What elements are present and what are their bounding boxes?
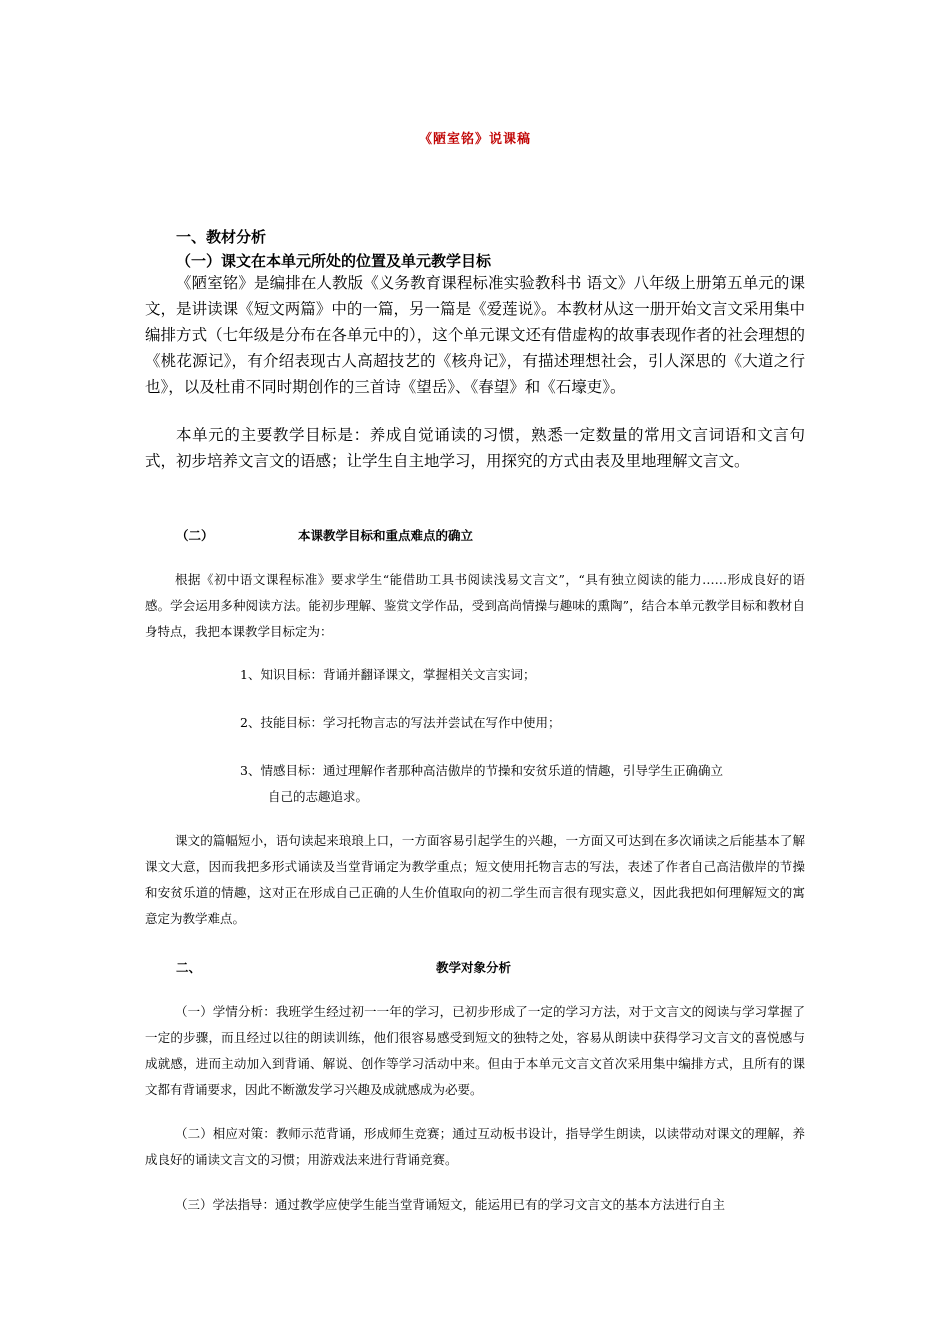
goal-emotion-line-1: 3、情感目标：通过理解作者那种高洁傲岸的节操和安贫乐道的情趣，引导学生正确确立 xyxy=(240,763,723,778)
goal-knowledge: 1、知识目标：背诵并翻译课文，掌握相关文言实词； xyxy=(240,667,536,682)
subsection-heading-2-number: （二） xyxy=(176,528,214,543)
goal-emotion-line-2: 自己的志趣追求。 xyxy=(268,789,369,804)
section-heading-2-number: 二、 xyxy=(176,960,202,975)
paragraph-learner-analysis: （一）学情分析：我班学生经过初一一年的学习，已初步形成了一定的学习方法，对于文言文的阅读与学习掌握了一定的步骤，而且经过以往的朗读训练，他们很容易感受到短文的独特之处，容易从朗读中获得学习文言文的喜悦感与成就感，进而主动加入到背诵、解说、创作等学习活动中来。但由于本单元文言文首次采用集中编排方式，且所有的课文都有背诵要求，因此不断激发学习兴趣及成就感成为必要。 xyxy=(145,1004,805,1097)
document-title: 《陋室铭》说课稿 xyxy=(418,132,531,147)
subsection-heading-1: （一）课文在本单元所处的位置及单元教学目标 xyxy=(176,252,492,270)
section-heading-2-text: 教学对象分析 xyxy=(436,960,512,975)
subsection-heading-2-text: 本课教学目标和重点难点的确立 xyxy=(298,528,474,543)
goal-emotion xyxy=(240,758,810,810)
paragraph-textbook-position: 《陋室铭》是编排在人教版《义务教育课程标准实验教科书 语文》八年级上册第五单元的课文，是讲读课《短文两篇》中的一篇，另一篇是《爱莲说》。本教材从这一册开始文言文采用集中编排方式（七年级是分布在各单元中的），这个单元课文还有借虚构的故事表现作者的社会理想的《桃花源记》，有介绍表现古人高超技艺的《核舟记》，有描述理想社会，引人深思的《大道之行也》，以及杜甫不同时期创作的三首诗《望岳》、《春望》和《石壕吏》。 xyxy=(145,274,805,396)
paragraph-unit-goals: 本单元的主要教学目标是：养成自觉诵读的习惯，熟悉一定数量的常用文言词语和文言句式，初步培养文言文的语感；让学生自主地学习，用探究的方式由表及里地理解文言文。 xyxy=(145,426,805,470)
paragraph-key-points: 课文的篇幅短小，语句读起来琅琅上口，一方面容易引起学生的兴趣，一方面又可达到在多次诵读之后能基本了解课文大意，因而我把多形式诵读及当堂背诵定为教学重点；短文使用托物言志的写法，表述了作者自己高洁傲岸的节操和安贫乐道的情趣，这对正在形成自己正确的人生价值取向的初二学生而言很有现实意义，因此我把如何理解短文的寓意定为教学难点。 xyxy=(145,833,805,926)
paragraph-countermeasures: （二）相应对策：教师示范背诵，形成师生竞赛；通过互动板书设计，指导学生朗读，以读带动对课文的理解，养成良好的诵读文言文的习惯；用游戏法来进行背诵竞赛。 xyxy=(145,1126,805,1167)
paragraph-curriculum-standard: 根据《初中语文课程标准》要求学生“能借助工具书阅读浅易文言文”，“具有独立阅读的能力……形成良好的语感。学会运用多种阅读方法。能初步理解、鉴赏文学作品，受到高尚情操与趣味的熏陶”，结合本单元教学目标和教材自身特点，我把本课教学目标定为： xyxy=(145,572,805,639)
goal-skill: 2、技能目标：学习托物言志的写法并尝试在写作中使用； xyxy=(240,715,561,730)
paragraph-study-guidance: （三）学法指导：通过教学应使学生能当堂背诵短文，能运用已有的学习文言文的基本方法进行自主 xyxy=(175,1197,726,1212)
section-heading-1: 一、教材分析 xyxy=(176,228,267,246)
